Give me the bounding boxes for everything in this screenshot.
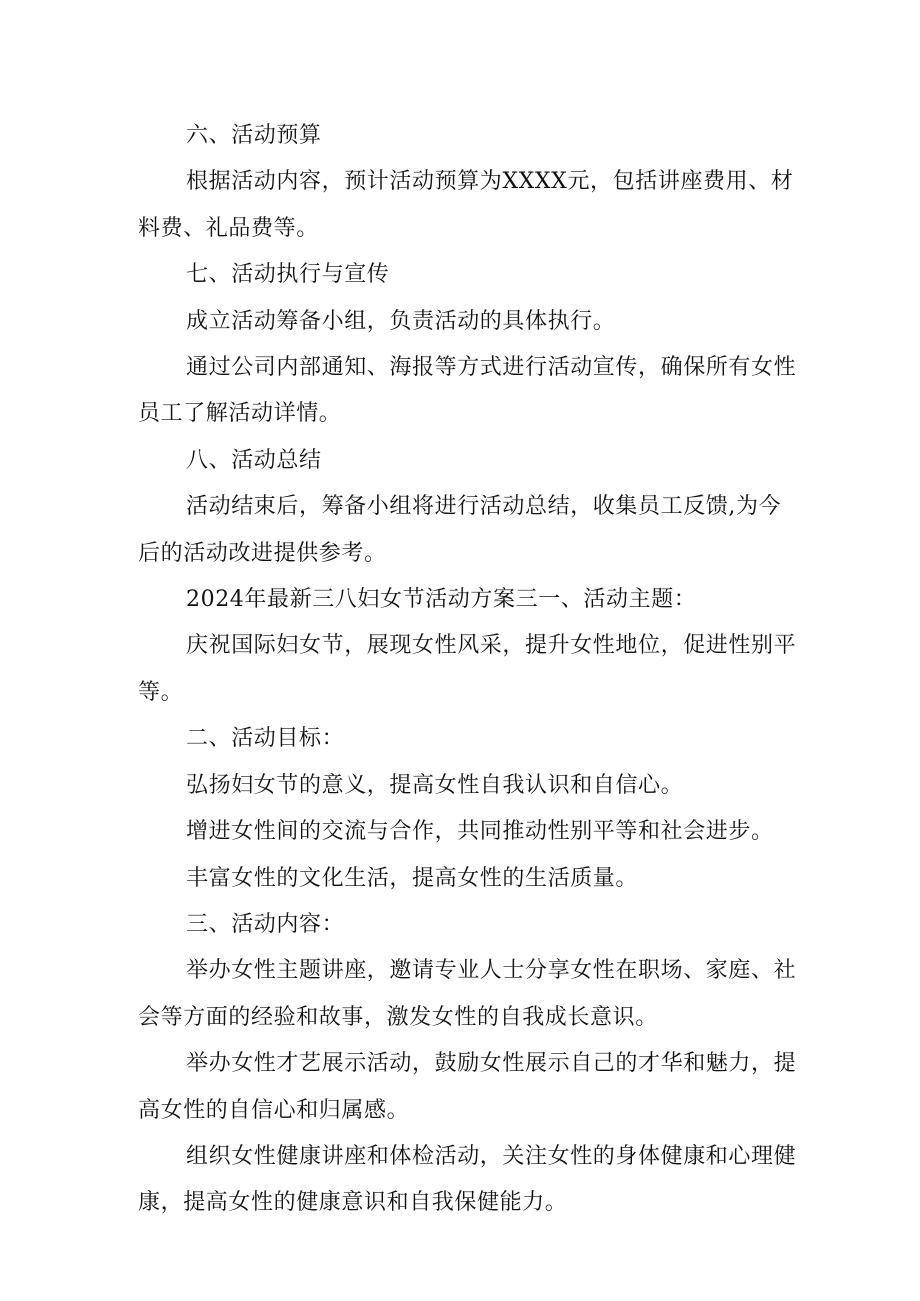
paragraph: 举办女性才艺展示活动，鼓励女性展示自己的才华和魅力，提高女性的自信心和归属感。 <box>138 1051 797 1123</box>
paragraph: 弘扬妇女节的意义，提高女性自我认识和自信心。 <box>186 772 684 798</box>
paragraph: 组织女性健康讲座和体检活动，关注女性的身体健康和心理健康，提高女性的健康意识和自我保健能力。 <box>138 1143 797 1216</box>
paragraph: 举办女性主题讲座，邀请专业人士分享女性在职场、家庭、社会等方面的经验和故事，激发女性的自我成长意识。 <box>138 958 797 1030</box>
section-heading-goals: 二、活动目标： <box>186 726 345 752</box>
document-body <box>138 113 798 1227</box>
paragraph: 活动结束后，筹备小组将进行活动总结，收集员工反馈,为今后的活动改进提供参考。 <box>138 494 782 566</box>
paragraph: 通过公司内部通知、海报等方式进行活动宣传，确保所有女性员工了解活动详情。 <box>138 355 797 427</box>
paragraph: 成立活动筹备小组，负责活动的具体执行。 <box>186 308 616 334</box>
section-heading-budget: 六、活动预算 <box>186 123 322 148</box>
section-heading-summary: 八、活动总结 <box>186 447 322 473</box>
paragraph: 丰富女性的文化生活，提高女性的生活质量。 <box>186 865 639 891</box>
plan-title-line: 2024年最新三八妇女节活动方案三一、活动主题： <box>186 587 697 613</box>
paragraph: 增进女性间的交流与合作，共同推动性别平等和社会进步。 <box>186 819 774 845</box>
paragraph: 庆祝国际妇女节，展现女性风采，提升女性地位，促进性别平等。 <box>138 633 797 705</box>
section-heading-content: 三、活动内容： <box>186 911 345 937</box>
section-heading-execution: 七、活动执行与宣传 <box>186 262 390 288</box>
paragraph: 根据活动内容，预计活动预算为XXXX元，包括讲座费用、材料费、礼品费等。 <box>138 169 794 241</box>
